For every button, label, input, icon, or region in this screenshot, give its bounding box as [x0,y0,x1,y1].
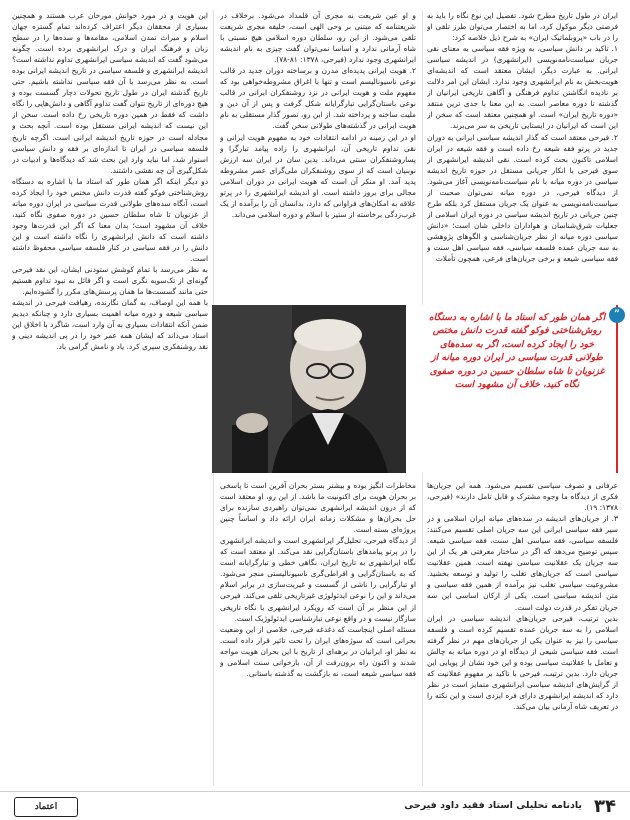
publication-logo: اعتماد [14,797,78,817]
article-column-middle [220,10,416,302]
article-column-middle-lower [220,480,416,786]
paragraph: بدین ترتیب، فیرحی جریان‌های اندیشه سیاسی در ایران اسلامی را به سه جریان عمده تقسیم کرده است و فلسفه سیاسی را نیز به عنوان یکی از جریان‌های مهم در نظر گرفته است. فقه سیاسی شیعی از دیدگاه او در دوره میانه به چالش و تعامل با عقلانیت سیاسی بوده و این خود نشان از پویایی این جریان دارد. بدین ترتیب، فیرحی با تاکید بر مفهوم عقلانیت که از گرایش‌های اندیشه سیاسی ایرانشهری متمایز است در نظر دارد که اندیشه ایرانشهری دارای فره ایزدی است و این نکته را در تعریف شاه آرمانی بیان می‌کند. [427,613,618,711]
paragraph: و او عین شریعت نه مجری آن قلمداد می‌شود. برخلاف در شریعتنامه که مبتنی بر وحی الهی است، خلیفه مجری شریعت تلقی می‌شود. از این رو، سلطان دوره اسلامی هیچ نسبتی با شاه آرمانی ندارد و اساسا نمی‌توان گفت چیزی به نام اندیشه ایرانشهری وجود ندارد (فیرحی، ۱۳۷۸: ۸۱-۷۸). [220,11,416,65]
paragraph: با همه این اوصاف، به گمان نگارنده، رهیافت فیرحی در اندیشه سیاسی شیعه و دوره میانه اهمیت بسیاری دارد و چنانکه دیدیم ضمن آنکه انتقادات بسیاری به آن وارد است، شاگرد با اخلاق این استاد می‌داند که ایشان همه عمر خود را در پی اندیشه دینی و نقد روشنفکری سپری کرد. یاد و نامش گرامی باد. [12,298,208,352]
quote-mark-icon: ” [609,307,625,323]
paragraph: ۳. از جریان‌های اندیشه در سده‌های میانه ایران اسلامی و در سیر فقه سیاسی ایرانی این سه جریان اصلی تقسیم می‌کنند: فلسفه سیاسی، فقه سیاسی اهل سنت، فقه سیاسی شیعه. سپس توضیح می‌دهد که اگر در ساختار معرفتی هر یک از این سه جریان یک عقلانیت سیاسی نهفته است. همین عقلانیت سیاسی است که جریان‌های تغلب را تولید و توسعه بخشید. مشروعیت سیاسی تغلب نیز برآمده از همین فقه سیاسی و متن اندیشه سیاسی است. یکی از ارکان اساسی این سه جریان تفکر در قدرت دولت است. [427,514,618,612]
paragraph: اندیشه ایرانشهری و فلسفه سیاسی در تاریخ اندیشه ایرانی بوده است. به نظر می‌رسد با آن فقه سیاسی نداشته باشیم. حتی تاریخ گذشته ایران در طول تاریخ تحولات دچار گسست بوده و هیچ دوره‌ای از تاریخ نتوان گفت تداوم آگاهی و دانش‌هایی را نگاه داشت که فقط در همین دوره تاریخی رخ داده است. سخن از این نیست که اندیشه ایرانی مستقل بوده است. آنچه بحث و مجادله است در حوزه تاریخ اندیشه ایرانی است. اگرچه تاریخ فلسفه سیاسی در ایران تا اندازه‌ای بر فقه و دانش سیاسی استوار شد، اما نباید وارد این بحث شد که دیدگاه‌ها و ادبیات در شکل‌گیری آن چه نقشی داشتند. [12,66,208,175]
section-title: یادنامه تحلیلی استاد فقید داود فیرحی [404,800,582,811]
article-column-left [12,10,208,786]
page-footer [0,791,630,820]
paragraph: ۲. هویت ایرانی پدیده‌ای مدرن و برساخته دوران جدید در قالب نوعی ناسیونالیسم است و تنها با اغراق مشروطه‌خواهی بود که مفهوم ملت و هویت ایرانی در نزد روشنفکران ایرانی در قالب نوعی باستان‌گرایی تبارگرایانه شکل گرفت و پس از آن دین و ملیت ساخته و پرداخته شد. از این رو، تصور گذار مستقلی به نام هویت ایرانی در گذشته‌های طولانی سخن گفت. [220,66,416,131]
paragraph: این هویت و در مورد خوانش مورخان عرب هستند و همچنین بسیاری از محققان دیگر اعتراف کرده‌اند تمام گستره جهان اسلام و میراث تمدن اسلامی، مقامه‌ها و سده‌ها را در سطح زبان و فرهنگ ایران و درک ایرانشهری برده است. چگونه می‌شود گفت که اندیشه سیاسی ایرانشهری تداوم نداشته است؟ [12,11,208,65]
page-number: ۳۴ [594,796,616,817]
paragraph: عرفانی و تصوف سیاسی تقسیم می‌شود. همه این جریان‌ها فکری از دیدگاه ما وجوه مشترک و قابل تامل دارند» (فیرحی، ۱۳۷۸: ۱۹). [427,481,618,513]
paragraph: ۱. تاکید بر دانش سیاسی، به ویژه فقه سیاسی به معنای نقی جریان سیاست‌نامه‌نویسی (ایرانشهری) در اندیشه سیاسی ایرانی. به عبارت دیگر، ایشان معتقد است که اندیشه‌ای هویت‌بخش به نام ایرانشهری وجود ندارد. ایشان این امر دلالت بر نادیده انگاشتن تداوم فرهنگی و آگاهی تاریخی ایرانیان از گذشته تا دوره معاصر است. به این معنا با جدی ترین منتقد «دوره تاریخ ایران» است. او همچنین معتقد است که سخن از این است که ایرانیان در ایستایی تاریخی به سر می‌برند. [427,44,618,131]
paragraph: ۲. فیرحی معتقد است که گذار اندیشه سیاسی ایرانی به دوران جدید در پرتو فقه شیعه رخ داده است و فقه شیعه در ایران اسلامی تاکنون بحث کرده است. نقی اندیشه ایرانشهری از سوی فیرحی با انکار جریانی مستقل در حوزه تاریخ اندیشه سیاسی در دوره میانه با نام سیاست‌نامه‌نویسی آغاز می‌شود. از دیدگاه فیرحی، در دوره میانه نمی‌توان صحبت از سیاست‌نامه‌نویسی به عنوان یک جریان مستقل کرد بلکه طرح چنین جریانی در تاریخ اندیشه سیاسی در دوره ایران اسلامی از جعلیات شرق‌شناسان و هواداران داخلی شان است؛ «دانش سیاسی دوره میانه از نظر جریان‌شناسی و الگوهای پژوهشی به سه جریان عمده فلسفه سیاسی، فقه سیاسی اهل سنت و فقه سیاسی شیعه و برخی جریان‌های فرعی، همچون تأملات [427,132,618,264]
paragraph: از دیدگاه فیرحی، تحلیل‌گر ایرانشهری است و اندیشه ایرانشهری را در پرتو پیامدهای باستان‌گرایی نقد می‌کند. او معتقد است که نگاه ایرانشهری به تاریخ ایران، نگاهی خطی و تبارگرایانه است که به باستان‌گرایی و افراطی‌گری ناسیونالیستی منجر می‌شود. او تبارگرایی را ناشی از گسست و غیریت‌سازی در برابر اسلام می‌داند و این را نوعی ایدئولوژی غیرتاریخی تلقی می‌کند. فیرحی از این منظر بر آن است که رویکرد ایرانشهری با نگاه تاریخی سازگار نیست و در واقع نوعی تبارشناسی ایدئولوژیک است. [220,536,416,623]
paragraph: به نظر می‌رسد با تمام کوشش ستودنی ایشان، این نقد فیرحی گونه‌ای از تک‌سویه نگری است و اگر قائل به نبود تداوم هستیم حتی مانند گسست‌ها ما همان پرسش‌های مکرر را گشوده‌ایم. [12,265,208,297]
pull-quote-text: اگر همان طور که استاد ما با اشاره به دستگاه روش‌شناختی فوکو گفته قدرت دانش مختص خود را ایجاد کرده است، اگر به سده‌های طولانی قدرت سیاسی در ایران دوره میانه از غزنویان تا شاه سلطان حسین در دوره صفوی نگاه کنید، خلاف آن مشهود است [428,312,606,391]
portrait-photo [212,305,406,473]
pull-quote [420,305,618,473]
paragraph: دو دیگر اینکه اگر همان طور که استاد ما با اشاره به دستگاه روش‌شناختی فوکو گفته قدرت دانش مختص خود را ایجاد کرده است، آنگاه سده‌های طولانی قدرت سیاسی در ایران دوره میانه از غزنویان تا شاه سلطان حسین در دوره صفوی نگاه کنید، خلاف آن مشهود است؛ بدان معنا که اگر این قدرت‌ها وجود داشته است که دانش ایرانشهری را نگاه داشته است و این دانش را در فقه سیاسی در کنار فلسفه سیاسی محفوظ داشته است. [12,176,208,264]
paragraph: ایران در طول تاریخ مطرح شود. تفصیل این نوع نگاه را باید به فرصتی دیگر موکول کرد، اما به اختصار می‌توان طرز تلقی او را در باب «پروبلماتیک ایران» به شرح ذیل خلاصه کرد: [427,11,618,43]
paragraph: مسئله اصلی اینجاست که دغدغه فیرحی، خلاصی از این وضعیت بحرانی است که سوژه‌های ایران را تحت تاثیر قرار داده است. به نظر او، ایرانیان در برهه‌ای از تاریخ با این بحران هویت مواجه شدند و اکنون راه برون‌رفت از آن، بازخوانی سنت اسلامی و فقه سیاسی شیعه است، نه بازگشت به گذشته باستانی. [220,624,416,678]
paragraph: او در این زمینه در ادامه انتقادات خود به مفهوم هویت ایرانی و نقی تداوم تاریخی آن، ایرانشهری را زاده پیامد تبارگرا و پساروشنفکران سنتی می‌داند. بدین سان در ایران سه ارزش نوبنیان است که از سوی روشنفکران ملی‌گرای عصر مشروطه پدید آمد. او منکر آن است که هویت ایرانی در دوران اسلامی مجالی برای بروز داشته است. او اندیشه ایرانشهری را در پرتو علاقه به امکان‌های فراوانی که دارد، بدانسان آن را برآمده از یک غرب‌زدگی برخاسته از ستیز با اسلام و دوره اسلامی می‌داند. [220,132,416,219]
paragraph: مخاطرات انگیز بوده و بیشتر بستر بحران آفرین است تا پاسخی بر بحران هویت برای اکنونیت ما باشد. از این رو، او معتقد است که از درون اندیشه ایرانشهری نمی‌توان راهبردی سازنده برای حل بحران‌ها و مشکلات زمانه ایران ارائه داد و اساساً چنین پروژه‌ای بسته است. [220,481,416,535]
portrait-illustration [212,305,406,473]
article-column-right-lower [427,480,618,786]
